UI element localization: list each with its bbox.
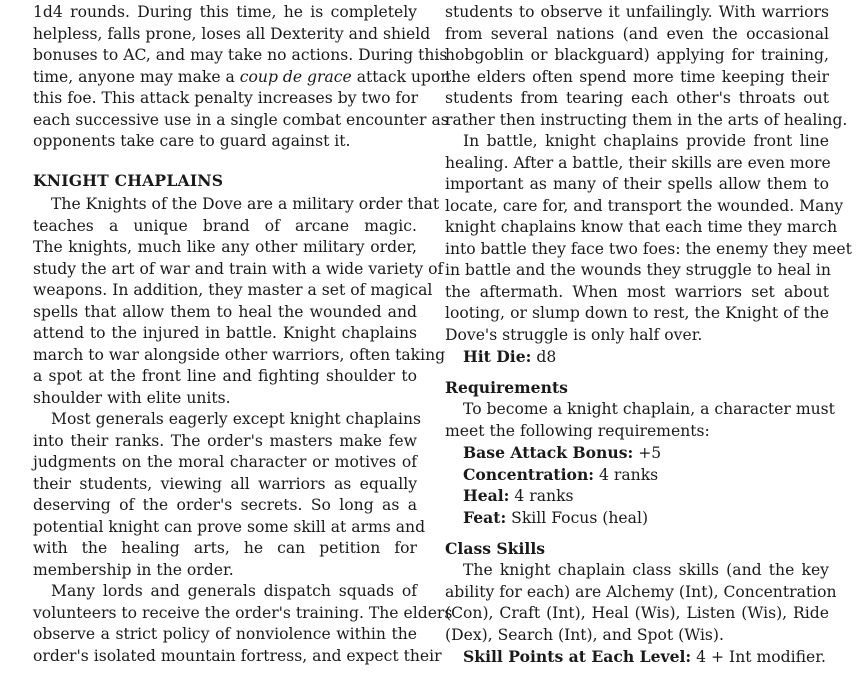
requirement-value: 4 ranks [509, 487, 574, 505]
requirement-label: Concentration: [463, 464, 595, 484]
text-line: important as many of their spells allow them to [445, 175, 829, 193]
text-line: from several nations (and even the occasional [445, 24, 829, 43]
requirement-item [463, 442, 661, 464]
text-line: weapons. In addition, they master a set of magical [33, 281, 433, 299]
text-line: spells that allow them to heal the wounded and [33, 302, 417, 321]
text-line: the aftermath. When most warriors set about [445, 282, 829, 301]
text-line: their students, viewing all warriors as equally [33, 474, 417, 493]
text-line: Dove's struggle is only half over. [445, 325, 703, 344]
text-line: (Dex), Search (Int), and Spot (Wis). [445, 625, 724, 644]
text-line: observe a strict policy of nonviolence within the [33, 625, 417, 643]
text-line: Most generals eagerly except knight chaplains [51, 410, 421, 428]
text-line: each successive use in a single combat encounter as [33, 110, 449, 129]
requirement-item [463, 507, 648, 529]
requirement-item [463, 464, 658, 486]
text-line: this foe. This attack penalty increases by two for [33, 89, 419, 107]
text-line: membership in the order. [33, 560, 234, 579]
section-heading-knight-chaplains: KNIGHT CHAPLAINS [33, 171, 224, 190]
text-line: students from tearing each other's throats out [445, 89, 829, 107]
skill-points-label: Skill Points at Each Level: [463, 647, 692, 666]
text-line: volunteers to receive the order's training. The elders [33, 603, 453, 622]
text-line: To become a knight chaplain, a character must [463, 400, 835, 418]
text-fragment: attack upon [351, 67, 451, 86]
text-line: ability for each) are Alchemy (Int), Concentration [445, 582, 837, 601]
text-line: potential knight can prove some skill at arms and [33, 517, 426, 536]
hit-die [463, 346, 556, 368]
text-line: order's isolated mountain fortress, and expect their [33, 646, 442, 665]
text-line: locate, care for, and transport the wounded. Many [445, 196, 844, 215]
section-heading-requirements: Requirements [445, 378, 568, 397]
text-line: looting, or slump down to rest, the Knight of the [445, 304, 829, 322]
text-line: healing. After a battle, their skills are even more [445, 153, 831, 172]
requirement-item [463, 485, 574, 507]
text-line: opponents take care to guard against it. [33, 132, 351, 150]
text-fragment: time, anyone may make a [33, 67, 240, 86]
text-line: attend to the injured in battle. Knight chaplains [33, 324, 417, 342]
text-line: helpless, falls prone, loses all Dexterity and shield [33, 24, 431, 43]
requirement-value: 4 ranks [594, 465, 659, 484]
italic-term: coup de grace [239, 67, 352, 86]
text-line: The Knights of the Dove are a military order that [51, 195, 440, 213]
text-line: shoulder with elite units. [33, 388, 231, 407]
text-line: study the art of war and train with a wide variety of [33, 259, 444, 278]
text-line: knight chaplains know that each time they march [445, 218, 838, 236]
text-line: the elders often spend more time keeping their [445, 67, 829, 86]
text-line: with the healing arts, he can petition for [33, 539, 417, 557]
text-line: into battle they face two foes: the enemy they meet [445, 239, 852, 258]
text-line: deserving of the order's secrets. So long as a [33, 496, 417, 514]
text-line: (Con), Craft (Int), Heal (Wis), Listen (Wis), Ride [445, 604, 829, 622]
text-line: bonuses to AC, and may take no actions. During this [33, 46, 448, 64]
requirement-label: Heal: [463, 486, 510, 505]
text-line: The knights, much like any other military order, [33, 238, 417, 256]
text-line: hobgoblin or blackguard) applying for training, [445, 46, 829, 64]
skill-points [463, 646, 826, 668]
text-line: students to observe it unfailingly. With warriors [445, 3, 829, 21]
text-line: in battle and the wounds they struggle to heal in [445, 261, 831, 279]
requirement-label: Feat: [463, 507, 507, 527]
text-line: rather then instructing them in the arts of healing. [445, 110, 848, 129]
requirement-label: Base Attack Bonus: [463, 443, 634, 462]
text-line: march to war alongside other warriors, often taking [33, 345, 446, 364]
text-line: The knight chaplain class skills (and the key [463, 561, 829, 579]
text-line: into their ranks. The order's masters make few [33, 431, 417, 450]
text-line: In battle, knight chaplains provide front line [463, 132, 829, 150]
text-line: meet the following requirements: [445, 421, 710, 440]
text-line: judgments on the moral character or motives of [33, 453, 417, 471]
text-line: 1d4 rounds. During this time, he is completely [33, 3, 417, 21]
text-line: teaches a unique brand of arcane magic. [33, 216, 417, 235]
requirement-value: Skill Focus (heal) [506, 508, 649, 527]
hit-die-label: Hit Die: [463, 347, 532, 366]
text-line [33, 67, 451, 88]
section-heading-class-skills: Class Skills [445, 539, 546, 558]
requirement-value: +5 [633, 444, 662, 462]
hit-die-value: d8 [531, 348, 557, 366]
text-line: a spot at the front line and fighting shoulder to [33, 367, 417, 385]
text-line: Many lords and generals dispatch squads of [51, 582, 417, 600]
skill-points-value: 4 + Int modifier. [691, 648, 826, 666]
